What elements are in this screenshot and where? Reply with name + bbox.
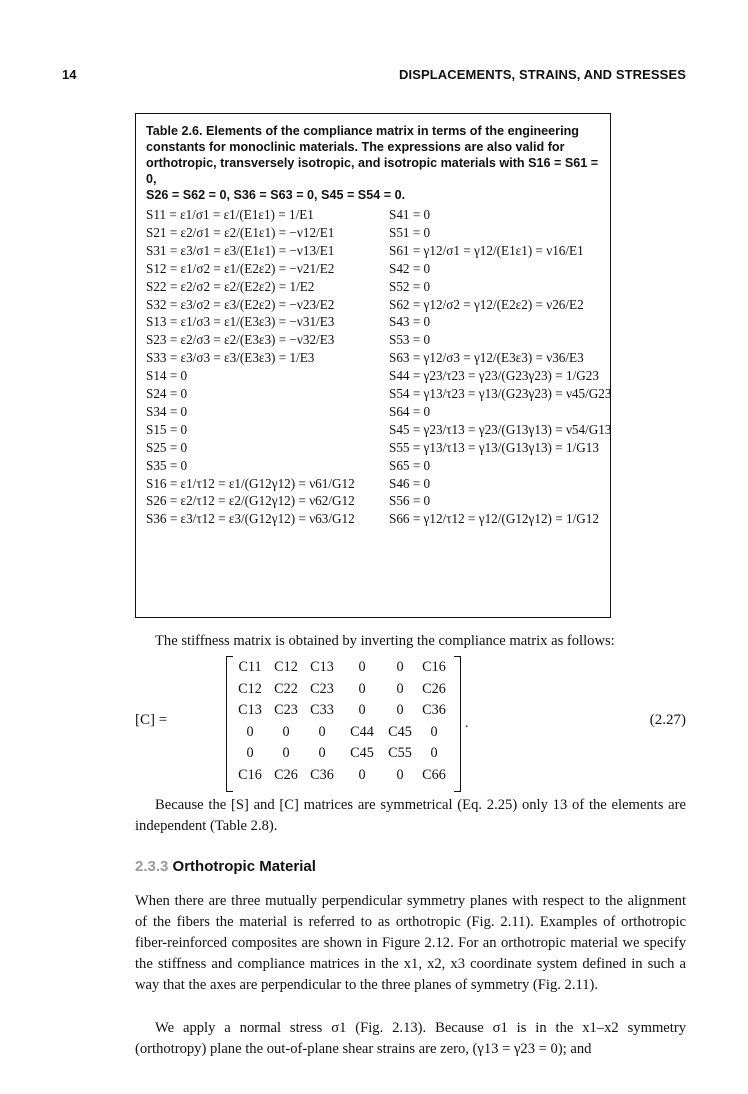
matrix-cell: C55	[388, 745, 412, 761]
compliance-entry-left: S22 = ε2/σ2 = ε2/(E2ε2) = 1/E2	[146, 278, 315, 294]
matrix-cell: C26	[274, 766, 298, 783]
compliance-entry-right: S64 = 0	[389, 403, 431, 419]
compliance-entry-left: S35 = 0	[146, 457, 188, 473]
matrix-cell: C13	[310, 659, 334, 675]
matrix-cell: C36	[422, 702, 446, 718]
matrix-cell: C26	[422, 680, 446, 697]
compliance-entry-right: S51 = 0	[389, 224, 431, 240]
matrix-cell: 0	[430, 723, 438, 740]
compliance-entry-left: S15 = 0	[146, 421, 188, 437]
compliance-entry-left: S26 = ε2/τ12 = ε2/(G12γ12) = ν62/G12	[146, 493, 355, 509]
compliance-entry-left: S21 = ε2/σ1 = ε2/(E1ε1) = −ν12/E1	[146, 224, 335, 240]
matrix-cell: 0	[358, 766, 366, 783]
page-number: 14	[62, 67, 77, 82]
compliance-entry-right: S43 = 0	[389, 314, 431, 330]
matrix-cell: 0	[282, 723, 290, 740]
compliance-entry-left: S34 = 0	[146, 403, 188, 419]
matrix-cell: 0	[358, 680, 366, 697]
matrix-label: [C] =	[135, 712, 168, 728]
compliance-entry-left: S33 = ε3/σ3 = ε3/(E3ε3) = 1/E3	[146, 350, 315, 366]
compliance-entry-right: S56 = 0	[389, 493, 431, 509]
matrix-cell: C12	[238, 680, 262, 697]
matrix-cell: C33	[310, 702, 334, 718]
matrix-cell: 0	[246, 745, 254, 761]
matrix-cell: 0	[246, 723, 254, 740]
matrix-cell: C45	[350, 745, 374, 761]
matrix-cell: C23	[274, 702, 298, 718]
matrix-right-bracket	[454, 656, 461, 792]
matrix-cell: C11	[238, 659, 262, 675]
section-number: 2.3.3	[135, 858, 169, 875]
compliance-table	[135, 113, 611, 618]
compliance-entry-right: S62 = γ12/σ2 = γ12/(E2ε2) = ν26/E2	[389, 296, 584, 312]
table-caption	[146, 123, 602, 203]
matrix-period: .	[465, 716, 469, 731]
stiffness-matrix	[190, 656, 480, 790]
compliance-entry-left: S16 = ε1/τ12 = ε1/(G12γ12) = ν61/G12	[146, 475, 355, 491]
matrix-cell: C36	[310, 766, 334, 783]
matrix-cell: 0	[396, 680, 404, 697]
matrix-cell: C16	[238, 766, 262, 783]
compliance-entry-right: S44 = γ23/τ23 = γ23/(G23γ23) = 1/G23	[389, 368, 599, 384]
compliance-entry-right: S54 = γ13/τ23 = γ13/(G23γ23) = ν45/G23	[389, 386, 612, 401]
equation-number: (2.27)	[649, 712, 686, 728]
matrix-cell: C23	[310, 680, 334, 697]
matrix-cell: 0	[430, 745, 438, 761]
matrix-cell: C22	[274, 680, 298, 697]
compliance-entry-right: S66 = γ12/τ12 = γ12/(G12γ12) = 1/G12	[389, 511, 599, 527]
caption-line: constants for monoclinic materials. The expressions are also valid for	[146, 140, 565, 154]
compliance-entry-right: S45 = γ23/τ13 = γ23/(G13γ13) = ν54/G13	[389, 421, 612, 437]
matrix-cell: 0	[318, 723, 326, 740]
matrix-cell: C13	[238, 702, 262, 718]
matrix-cell: C44	[350, 723, 374, 740]
compliance-entry-left: S14 = 0	[146, 368, 188, 384]
matrix-cell: 0	[396, 766, 404, 783]
caption-line: Table 2.6. Elements of the compliance matrix in terms of the engineering	[146, 124, 579, 138]
matrix-cell: 0	[358, 702, 366, 718]
compliance-entry-right: S41 = 0	[389, 207, 431, 222]
matrix-cell: C16	[422, 659, 446, 675]
compliance-entry-right: S53 = 0	[389, 332, 431, 348]
compliance-entry-left: S13 = ε1/σ3 = ε1/(E3ε3) = −ν31/E3	[146, 314, 335, 330]
compliance-entry-left: S12 = ε1/σ2 = ε1/(E2ε2) = −ν21/E2	[146, 260, 335, 276]
compliance-entry-left: S36 = ε3/τ12 = ε3/(G12γ12) = ν63/G12	[146, 511, 355, 527]
matrix-cell: 0	[318, 745, 326, 761]
matrix-cell: 0	[358, 659, 366, 675]
compliance-entry-right: S42 = 0	[389, 260, 431, 276]
stiffness-intro: The stiffness matrix is obtained by inverting the compliance matrix as follows:	[155, 633, 615, 649]
symmetry-paragraph: Because the [S] and [C] matrices are symmetrical (Eq. 2.25) only 13 of the elements are independent (Table 2.8).	[135, 797, 686, 834]
compliance-entry-left: S32 = ε3/σ2 = ε3/(E2ε2) = −ν23/E2	[146, 296, 335, 312]
matrix-cell: 0	[396, 702, 404, 718]
orthotropic-paragraph: When there are three mutually perpendicular symmetry planes with respect to the alignment of the fibers the material is referred to as orthotropic (Fig. 2.11). Examples of orthotropic fiber-reinforced composites are shown in Figure 2.12. For an orthotropic material we specify the stiffness and compliance matrices in the x1, x2, x3 coordinate system defined in such a way that the axes are perpendicular to the three planes of symmetry (Fig. 2.11).	[135, 893, 686, 993]
caption-line: S26 = S62 = 0, S36 = S63 = 0, S45 = S54 = 0.	[146, 188, 406, 202]
compliance-entry-right: S63 = γ12/σ3 = γ12/(E3ε3) = ν36/E3	[389, 350, 584, 366]
matrix-cell: C12	[274, 659, 298, 675]
running-header: DISPLACEMENTS, STRAINS, AND STRESSES	[399, 67, 686, 82]
matrix-cell: C66	[422, 766, 446, 783]
normal-stress-paragraph: We apply a normal stress σ1 (Fig. 2.13). Because σ1 is in the x1–x2 symmetry (orthotropy) plane the out-of-plane shear strains are zero, (γ13 = γ23 = 0); and	[135, 1020, 686, 1057]
compliance-entry-left: S23 = ε2/σ3 = ε2/(E3ε3) = −ν32/E3	[146, 332, 335, 348]
matrix-cell: C45	[388, 723, 412, 740]
compliance-entry-left: S24 = 0	[146, 386, 188, 401]
compliance-entry-right: S65 = 0	[389, 457, 431, 473]
compliance-entry-right: S46 = 0	[389, 475, 431, 491]
compliance-entry-left: S31 = ε3/σ1 = ε3/(E1ε1) = −ν13/E1	[146, 242, 335, 258]
matrix-cell: 0	[396, 659, 404, 675]
section-heading	[135, 858, 316, 875]
compliance-entry-left: S25 = 0	[146, 439, 188, 455]
compliance-entry-left: S11 = ε1/σ1 = ε1/(E1ε1) = 1/E1	[146, 207, 314, 222]
matrix-cell: 0	[282, 745, 290, 761]
compliance-entry-right: S52 = 0	[389, 278, 431, 294]
caption-line: orthotropic, transversely isotropic, and isotropic materials with S16 = S61 = 0,	[146, 156, 599, 186]
section-title: Orthotropic Material	[172, 858, 316, 875]
compliance-entry-right: S61 = γ12/σ1 = γ12/(E1ε1) = ν16/E1	[389, 242, 584, 258]
compliance-entry-right: S55 = γ13/τ13 = γ13/(G13γ13) = 1/G13	[389, 439, 599, 455]
